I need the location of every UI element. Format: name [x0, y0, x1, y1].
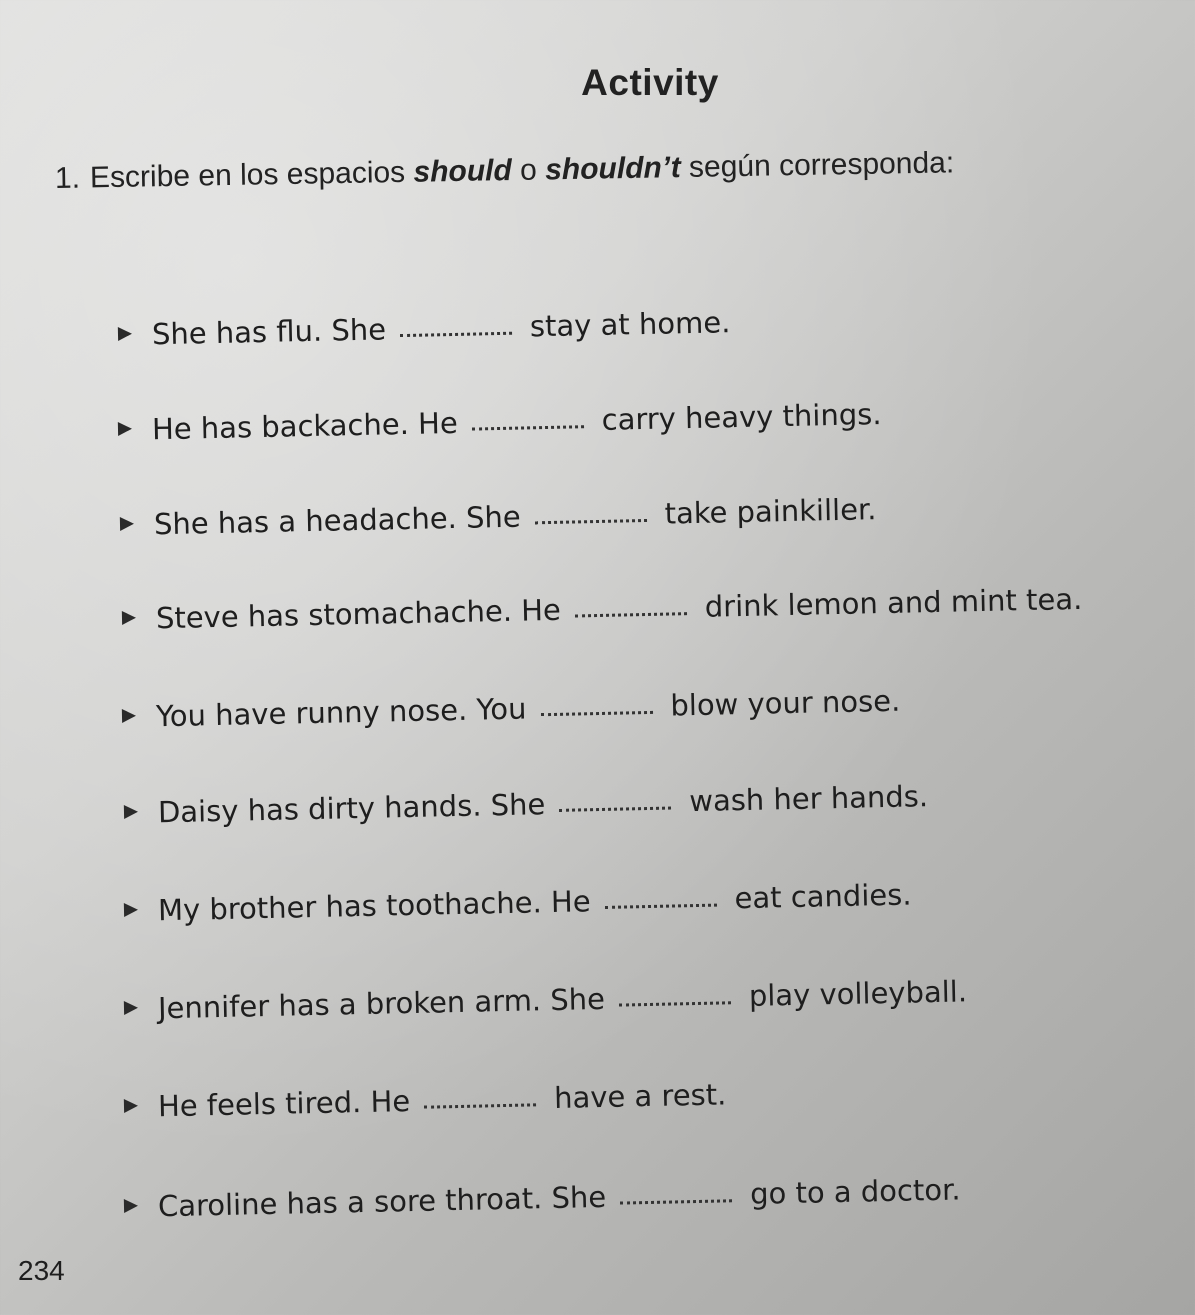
exercise-item — [124, 1172, 961, 1224]
answer-blank[interactable] — [424, 1099, 536, 1108]
instruction-text-before: Escribe en los espacios — [89, 155, 406, 195]
arrow-bullet-icon — [118, 422, 132, 436]
sentence-end: eat candies. — [734, 877, 912, 916]
instruction-number: 1. — [54, 161, 81, 195]
sentence-start: He has backache. He — [151, 405, 459, 447]
page-title: Activity — [581, 62, 719, 103]
arrow-bullet-icon — [122, 611, 136, 625]
sentence-end: have a rest. — [553, 1077, 727, 1115]
exercise-item — [124, 779, 929, 830]
answer-blank[interactable] — [472, 421, 584, 430]
sentence-start: Jennifer has a broken arm. She — [157, 981, 606, 1026]
arrow-bullet-icon — [122, 709, 136, 723]
answer-blank[interactable] — [540, 707, 652, 716]
answer-blank[interactable] — [535, 515, 647, 524]
arrow-bullet-icon — [124, 805, 138, 819]
exercise-item — [118, 397, 882, 447]
sentence-end: take painkiller. — [664, 492, 877, 531]
exercise-item — [122, 684, 901, 734]
page-number: 234 — [18, 1255, 65, 1286]
answer-blank[interactable] — [605, 900, 717, 909]
sentence-end: wash her hands. — [688, 779, 929, 819]
sentence-end: play volleyball. — [748, 974, 968, 1013]
sentence-start: He feels tired. He — [157, 1084, 411, 1124]
keyword-should: should — [413, 154, 513, 189]
exercise-item — [118, 305, 731, 352]
instruction-text-middle: o — [519, 153, 538, 187]
arrow-bullet-icon — [124, 1099, 138, 1113]
instruction-text-after: según corresponda: — [688, 146, 955, 184]
sentence-end: go to a doctor. — [749, 1172, 961, 1211]
sentence-start: Caroline has a sore throat. She — [157, 1179, 607, 1224]
sentence-end: blow your nose. — [670, 683, 901, 723]
answer-blank[interactable] — [619, 997, 731, 1006]
answer-blank[interactable] — [400, 328, 512, 337]
arrow-bullet-icon — [120, 517, 134, 531]
sentence-start: She has flu. She — [151, 312, 387, 352]
sentence-end: stay at home. — [529, 305, 731, 344]
answer-blank[interactable] — [620, 1195, 732, 1204]
sentence-start: My brother has toothache. He — [157, 884, 591, 928]
sentence-start: Steve has stomachache. He — [155, 592, 562, 636]
exercise-item — [124, 878, 912, 928]
sentence-start: She has a headache. She — [153, 499, 522, 542]
sentence-end: drink lemon and mint tea. — [704, 581, 1083, 624]
answer-blank[interactable] — [559, 803, 671, 812]
keyword-shouldnt: shouldn’t — [544, 151, 681, 187]
arrow-bullet-icon — [124, 903, 138, 917]
arrow-bullet-icon — [124, 1199, 138, 1213]
sentence-end: carry heavy things. — [601, 397, 882, 437]
exercise-item — [120, 492, 877, 542]
exercise-item — [124, 974, 968, 1026]
answer-blank[interactable] — [575, 608, 687, 617]
arrow-bullet-icon — [118, 327, 132, 341]
sentence-start: Daisy has dirty hands. She — [157, 787, 546, 830]
arrow-bullet-icon — [124, 1001, 138, 1015]
exercise-item — [124, 1077, 727, 1124]
sentence-start: You have runny nose. You — [155, 691, 527, 734]
exercise-item — [122, 582, 1083, 636]
